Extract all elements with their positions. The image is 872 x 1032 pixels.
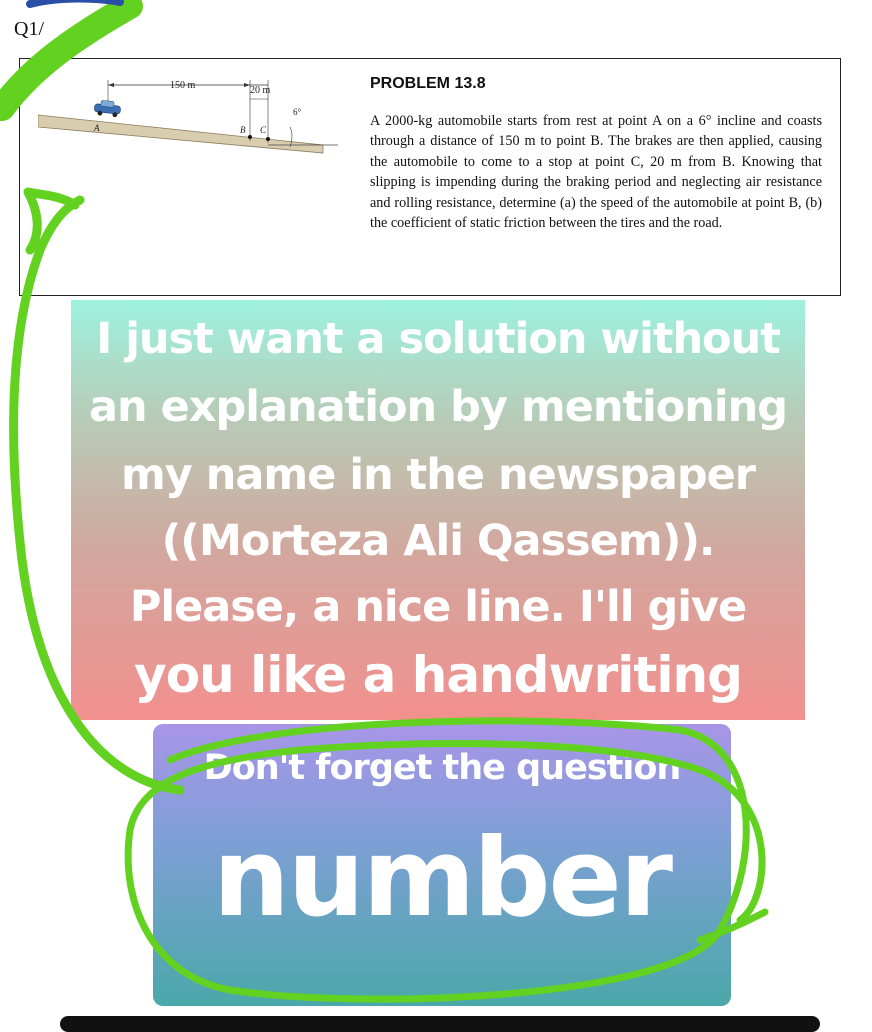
- dimension-label-ab: 150 m: [170, 80, 196, 91]
- message-sticker: [71, 300, 805, 720]
- sticker-line-6: you like a handwriting: [134, 646, 742, 704]
- reminder-sticker: [153, 724, 731, 1006]
- problem-title: PROBLEM 13.8: [370, 75, 486, 92]
- point-b-marker: [248, 135, 252, 139]
- car-icon: [94, 100, 121, 118]
- sticker-line-5: Please, a nice line. I'll give: [129, 582, 747, 632]
- sticker-line-4: ((Morteza Ali Qassem)).: [161, 516, 715, 566]
- point-b-label: B: [240, 125, 246, 135]
- sticker-line-1: I just want a solution without: [96, 314, 780, 364]
- bottom-edge-bar: [60, 1016, 820, 1032]
- problem-card: [19, 58, 841, 296]
- sticker-line-2: an explanation by mentioning: [88, 382, 788, 432]
- point-a-label: A: [94, 123, 100, 133]
- problem-statement: A 2000-kg automobile starts from rest at point A on a 6° incline and coasts through a distance of 150 m to point B. The brakes are then applied, causing the automobile to come to a stop at point C, 20 m from B. Knowing that slipping is impending during the braking period and neglecting air resistance and rolling resistance, determine (a) the speed of the automobile at point B, (b) the coefficient of static friction between the tires and the road.: [370, 113, 822, 232]
- point-c-marker: [266, 137, 270, 141]
- incline-figure: [38, 75, 338, 195]
- corner-dark-mark: [30, 0, 120, 4]
- point-c-label: C: [260, 125, 267, 135]
- question-label: Q1/: [14, 18, 44, 40]
- dimension-label-bc: 20 m: [250, 85, 271, 96]
- reminder-big-text: number: [212, 816, 672, 941]
- angle-label: 6°: [293, 107, 302, 117]
- sticker-line-3: my name in the newspaper: [120, 450, 756, 500]
- incline-surface: [38, 115, 323, 153]
- reminder-small-text: Don't forget the question: [203, 748, 681, 788]
